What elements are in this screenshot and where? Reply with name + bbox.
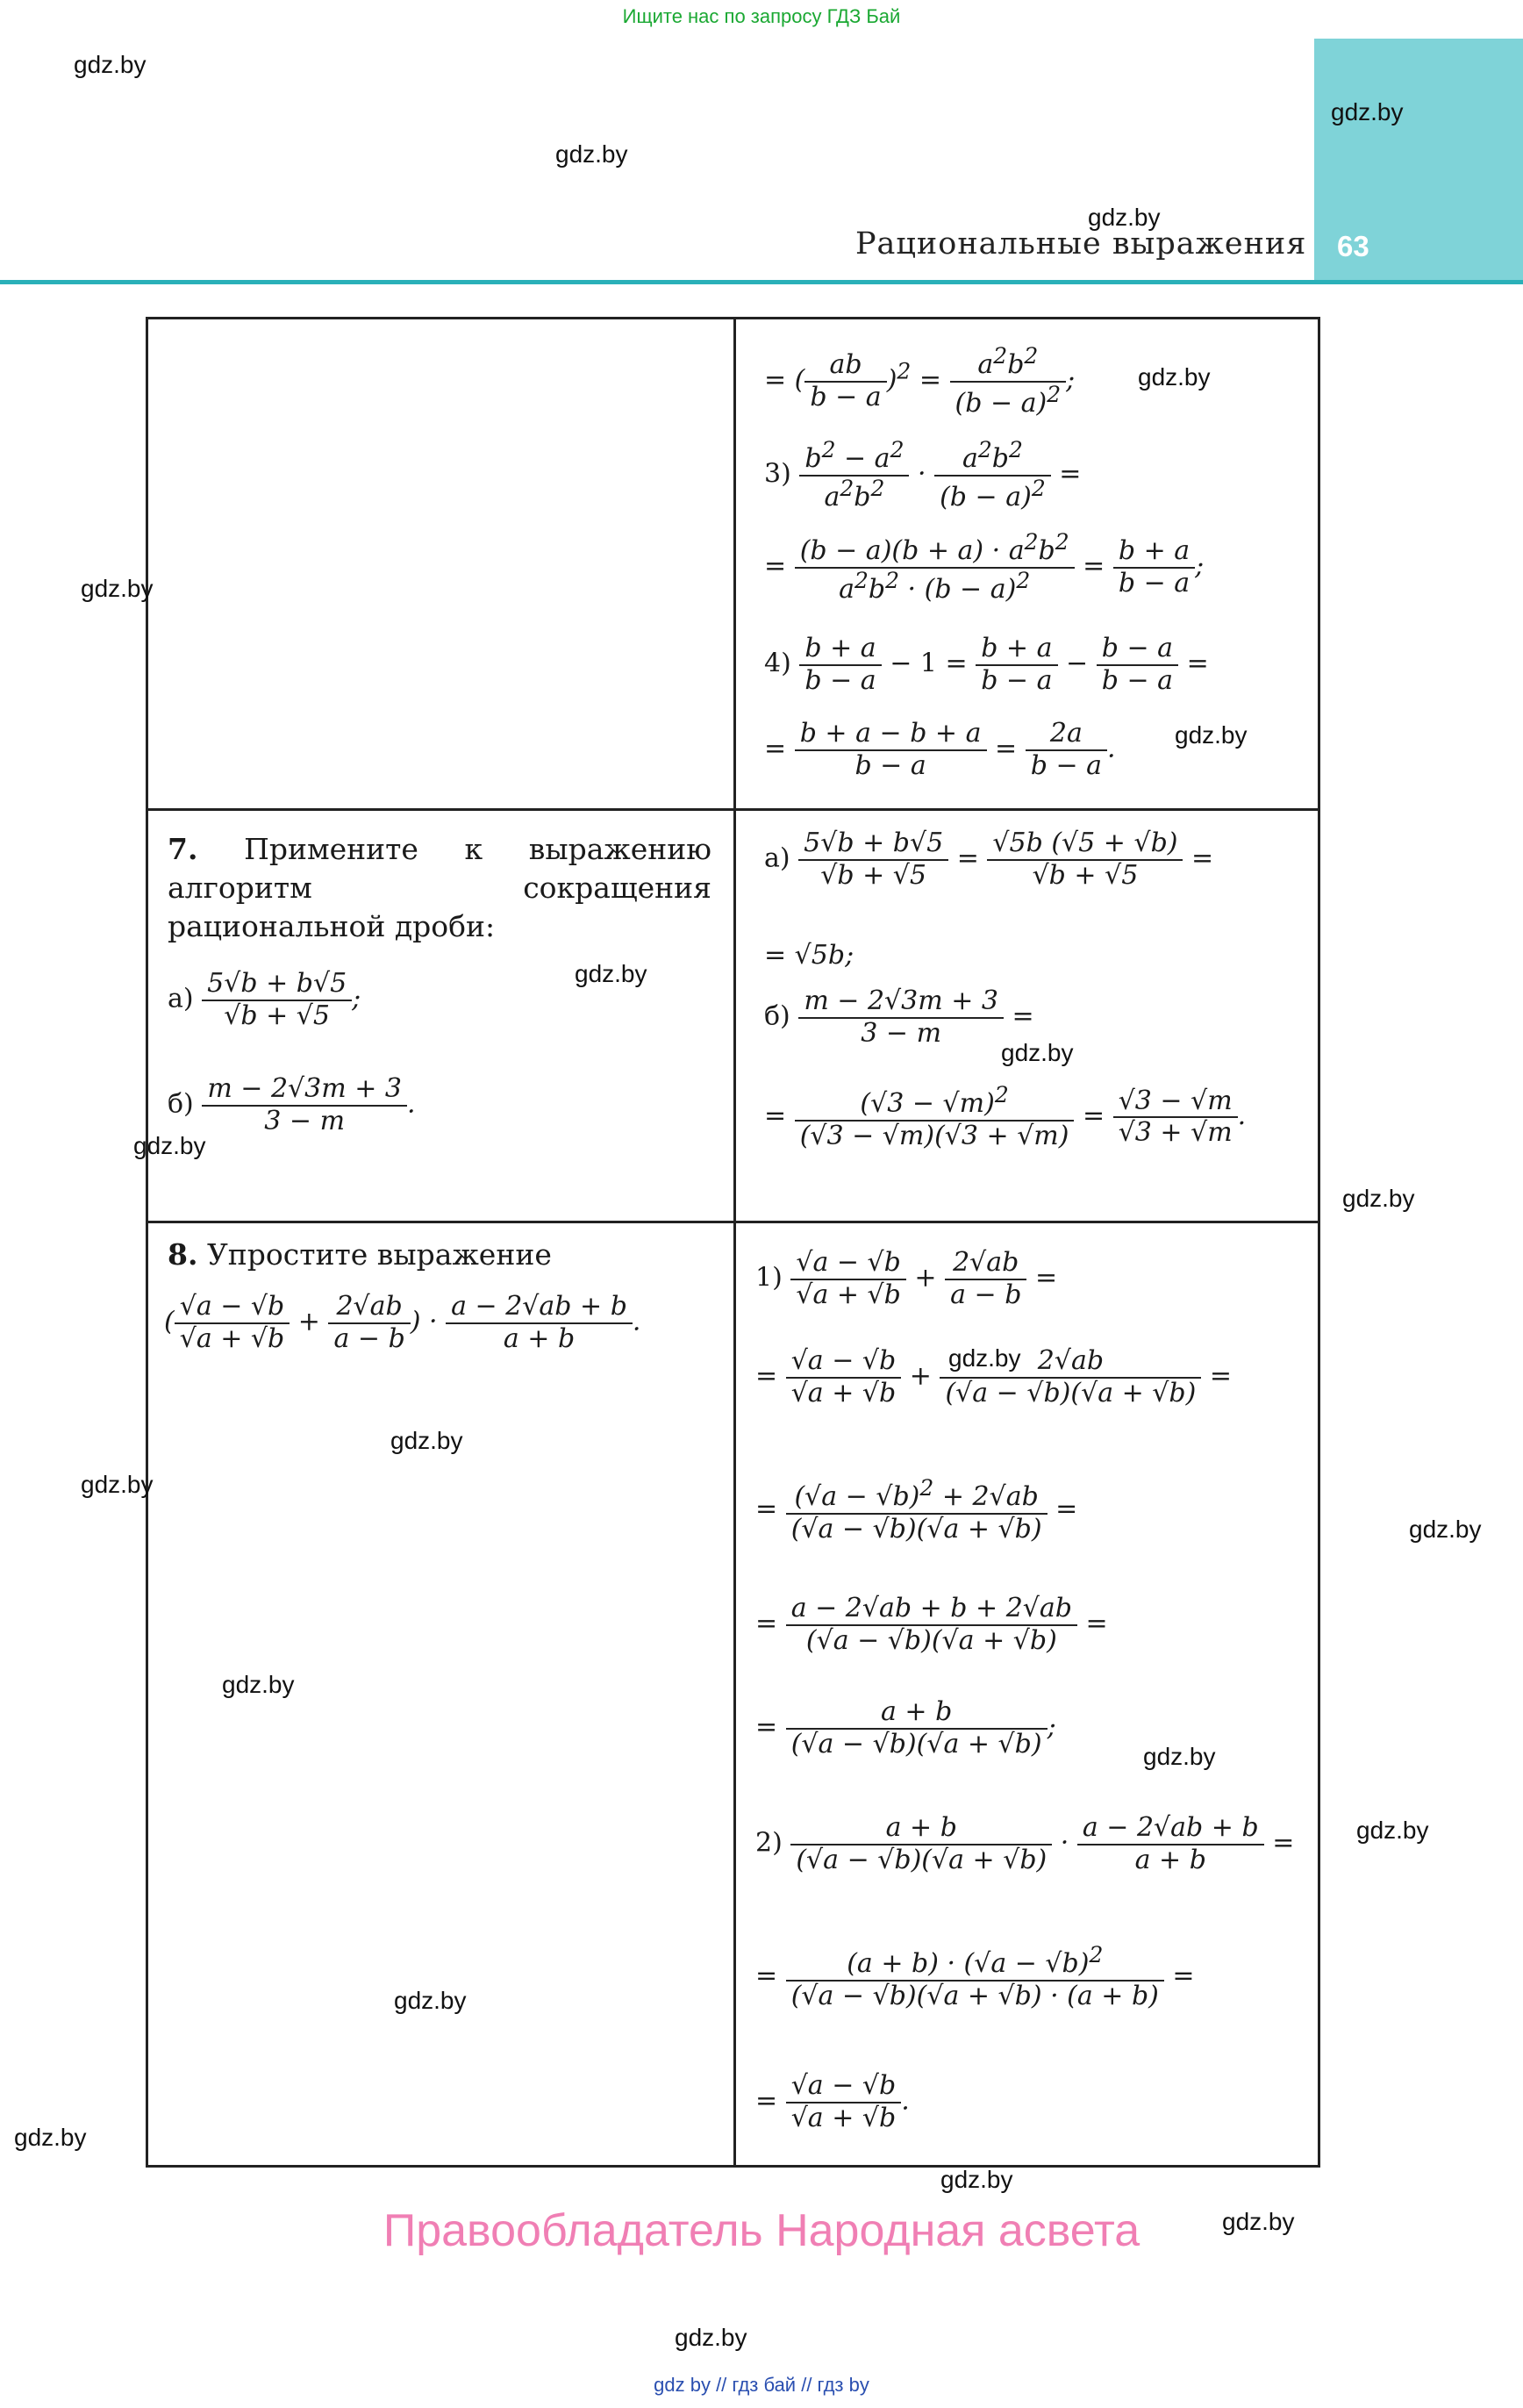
- task-expression: ( $\frac{√a - √b}{√a + √b}$ + $\frac{2√ab}{a - b}$ ) · $\frac{a - 2√ab + b}{a + b}$ .: [164, 1291, 641, 1354]
- solution-line: 4) $\frac{b + a}{b - a}$ − 1 = $\frac{b + a}{b - a}$ − $\frac{b - a}{b - a}$ =: [764, 633, 1209, 696]
- watermark: gdz.by: [1175, 721, 1248, 749]
- watermark: gdz.by: [394, 1987, 467, 2014]
- watermark: gdz.by: [1222, 2208, 1295, 2235]
- table-row: [147, 1222, 1319, 2167]
- solution-line: = $\frac{b + a - b + a}{b - a}$ = $\frac{2a}{b - a}$ .: [764, 718, 1116, 781]
- running-title: Рациональные выражения: [855, 226, 1307, 262]
- task-cell: [147, 810, 735, 1222]
- solution-line: б) $\frac{m - 2√3m + 3}{3 - m}$ =: [764, 985, 1034, 1049]
- watermark: gdz.by: [81, 575, 154, 602]
- solution-cell: [735, 319, 1319, 810]
- solution-line: = $\frac{√a - √b}{√a + √b}$ .: [755, 2070, 910, 2133]
- solution-line: = $\frac{√a - √b}{√a + √b}$ + $\frac{2√ab}{(√a - √b)(√a + √b)}$ =: [755, 1345, 1233, 1408]
- watermark: gdz.by: [1143, 1743, 1216, 1770]
- watermark: gdz.by: [1356, 1817, 1429, 1844]
- watermark: gdz.by: [1409, 1516, 1482, 1543]
- task-number: 8.: [168, 1237, 198, 1272]
- task-statement: [168, 830, 711, 946]
- watermark: gdz.by: [81, 1471, 154, 1498]
- solution-line: = √5b;: [764, 940, 854, 971]
- solution-line: 3) $\frac{b^2 - a^2}{a^2b^2}$ · $\frac{a^2b^2}{(b - a)^2}$ =: [764, 437, 1082, 512]
- task-statement: [168, 1236, 711, 1274]
- task-number: 7.: [168, 832, 198, 866]
- solution-line: 1) $\frac{√a - √b}{√a + √b}$ + $\frac{2√ab}{a - b}$ =: [755, 1247, 1058, 1310]
- watermark: gdz.by: [14, 2124, 87, 2151]
- watermark: gdz.by: [390, 1427, 463, 1454]
- solution-line: = $\frac{(b - a)(b + a) \cdot a^2b^2}{a^2b^2 \cdot (b - a)^2}$ = $\frac{b + a}{b - a}$ ;: [764, 529, 1205, 605]
- solution-line: 2) $\frac{a + b}{(√a - √b)(√a + √b)}$ · $\frac{a - 2√ab + b}{a + b}$ =: [755, 1812, 1295, 1875]
- watermark: gdz.by: [1088, 204, 1161, 231]
- watermark: gdz.by: [675, 2324, 747, 2351]
- task-item-b: б) $\frac{m - 2√3m + 3}{3 - m}$ .: [168, 1073, 416, 1136]
- task-cell: [147, 1222, 735, 2167]
- header-rule: [0, 280, 1523, 284]
- solution-line: = $\frac{(√a - √b)^2 + 2√ab}{(√a - √b)(√a + √b)}$ =: [755, 1475, 1078, 1544]
- solution-cell: [735, 810, 1319, 1222]
- solution-cell: [735, 1222, 1319, 2167]
- table-row: [147, 810, 1319, 1222]
- task-text: Упростите выражение: [206, 1237, 552, 1272]
- watermark: gdz.by: [555, 140, 628, 168]
- solution-line: а) $\frac{5√b + b√5}{√b + √5}$ = $\frac{√5b (√5 + √b)}{√b + √5}$ =: [764, 828, 1214, 891]
- top-banner[interactable]: Ищите нас по запросу ГДЗ Бай: [622, 5, 901, 27]
- solution-line: = ( $\frac{ab}{b - a}$ )$^2$ = $\frac{a^2b^2}{(b - a)^2}$ ;: [764, 343, 1076, 419]
- watermark: gdz.by: [133, 1132, 206, 1159]
- watermark: gdz.by: [575, 960, 647, 987]
- watermark: gdz.by: [940, 2166, 1013, 2193]
- watermark: gdz.by: [222, 1671, 295, 1698]
- table-row: [147, 319, 1319, 810]
- watermark: gdz.by: [1331, 98, 1404, 125]
- solutions-table: [146, 317, 1320, 2168]
- task-cell-empty: [147, 319, 735, 810]
- watermark: gdz.by: [74, 51, 147, 78]
- solution-line: = $\frac{(a + b) \cdot (√a - √b)^2}{(√a - √b)(√a + √b) \cdot (a + b)}$ =: [755, 1942, 1195, 2011]
- solution-line: = $\frac{(√3 - √m)^2}{(√3 - √m)(√3 + √m)}$ = $\frac{√3 - √m}{√3 + √m}$ .: [764, 1082, 1247, 1151]
- solution-line: = $\frac{a - 2√ab + b + 2√ab}{(√a - √b)(√a + √b)}$ =: [755, 1593, 1108, 1656]
- task-text: Примените к выражению алгоритм сокращения рациональной дроби:: [168, 832, 711, 943]
- watermark: gdz.by: [1342, 1185, 1415, 1212]
- solution-line: = $\frac{a + b}{(√a - √b)(√a + √b)}$ ;: [755, 1696, 1056, 1759]
- bottom-links[interactable]: gdz by // гдз бай // гдз by: [654, 2374, 869, 2396]
- copyright-footer: Правообладатель Народная асвета: [383, 2205, 1140, 2256]
- watermark: gdz.by: [1138, 363, 1211, 391]
- watermark: gdz.by: [1001, 1039, 1074, 1066]
- page-number: 63: [1337, 230, 1369, 262]
- task-item-a: а) $\frac{5√b + b√5}{√b + √5}$ ;: [168, 968, 361, 1031]
- watermark: gdz.by: [948, 1344, 1021, 1372]
